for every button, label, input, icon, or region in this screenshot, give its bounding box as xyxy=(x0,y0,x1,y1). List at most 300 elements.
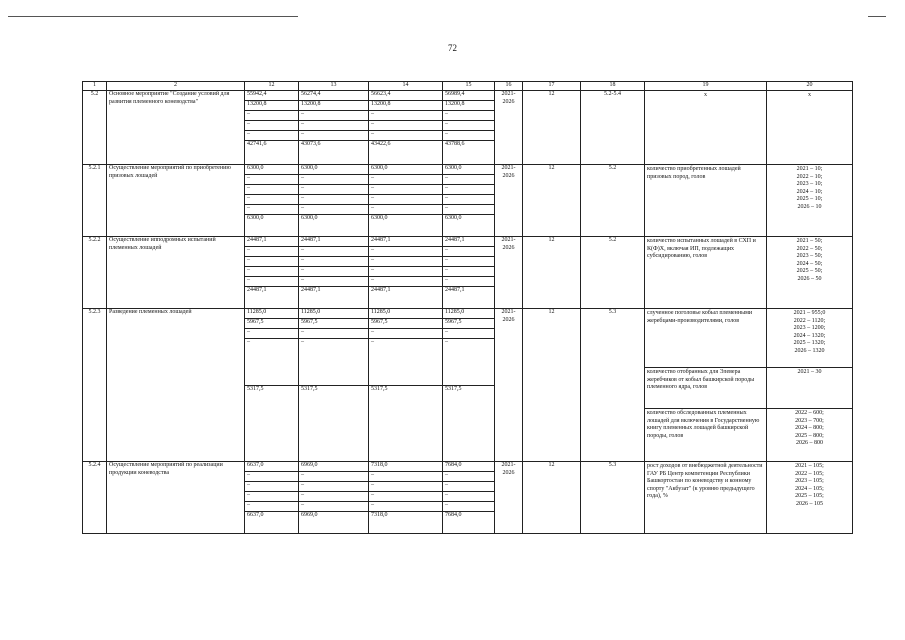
funding-line xyxy=(299,91,368,101)
funding-value: 24487,1 xyxy=(301,287,321,293)
funding-cell xyxy=(245,309,299,462)
funding-cell xyxy=(299,237,369,309)
target-values: 2021 – 10; 2022 – 10; 2023 – 10; 2024 – 10; 2025 – 10; 2026 – 10 xyxy=(796,166,823,210)
header-cell: 17 xyxy=(523,82,581,91)
row-number-cell: 5.2.2 xyxy=(83,237,107,309)
funding-line xyxy=(299,267,368,277)
target-values-cell xyxy=(767,237,853,309)
funding-value: – xyxy=(369,185,442,195)
funding-value: – xyxy=(443,205,494,215)
header-cell: 2 xyxy=(107,82,245,91)
funding-value: 6300,0 xyxy=(299,165,368,175)
funding-line xyxy=(443,101,494,111)
funding-line xyxy=(369,319,442,329)
funding-line xyxy=(443,257,494,267)
indicator-cell xyxy=(645,91,767,165)
funding-line xyxy=(299,121,368,131)
funding-value: 5967,5 xyxy=(443,319,494,329)
column-18-cell: 5.3 xyxy=(581,309,645,462)
funding-line xyxy=(245,482,298,492)
funding-line xyxy=(245,205,298,215)
funding-cell xyxy=(369,462,443,534)
indicator-text: количество испытанных лошадей в СХП и К(Ф)Х, включая ИП, подлежащих субсидированию, голов xyxy=(647,238,756,259)
funding-value: 6300,0 xyxy=(445,215,462,221)
funding-line xyxy=(443,329,494,339)
funding-value: 5317,5 xyxy=(371,386,388,392)
funding-value: – xyxy=(369,195,442,205)
funding-list xyxy=(299,309,368,395)
funding-line xyxy=(369,195,442,205)
funding-value: – xyxy=(443,111,494,121)
period-cell: 2021-2026 xyxy=(495,165,523,237)
funding-value: 43073,6 xyxy=(301,141,321,147)
funding-line xyxy=(299,237,368,247)
funding-line xyxy=(443,121,494,131)
funding-line xyxy=(299,319,368,329)
funding-value: 13200,8 xyxy=(369,101,442,111)
target-values: 2021 – 955;0 2022 – 1120; 2023 – 1200; 2024 – 1320; 2025 – 1320; 2026 – 1320 xyxy=(793,310,826,354)
funding-value: 13200,8 xyxy=(443,101,494,111)
funding-line xyxy=(299,257,368,267)
funding-value: 56274,4 xyxy=(299,91,368,101)
funding-value: 7684,0 xyxy=(443,462,494,472)
funding-value: – xyxy=(443,472,494,482)
funding-line xyxy=(245,111,298,121)
row-number-cell: 5.2.1 xyxy=(83,165,107,237)
funding-line xyxy=(299,482,368,492)
funding-line xyxy=(245,195,298,205)
funding-line xyxy=(369,215,442,225)
funding-line xyxy=(369,101,442,111)
indicator-text: количество обследованных племенных лошадей для включения в Государственную книгу племенных лошадей башкирской породы, голов xyxy=(645,408,766,461)
indicator-cell xyxy=(645,462,767,534)
funding-line xyxy=(245,215,298,225)
funding-value: – xyxy=(245,121,298,131)
header-cell: 12 xyxy=(245,82,299,91)
indicator-text: х xyxy=(704,92,707,98)
target-values-cell xyxy=(767,309,853,462)
funding-line xyxy=(369,472,442,482)
row-name-cell: Осуществление мероприятий по реализации продукции коневодства xyxy=(107,462,245,534)
funding-value: – xyxy=(299,502,368,512)
funding-value: – xyxy=(369,492,442,502)
funding-list xyxy=(245,309,298,395)
funding-line xyxy=(369,91,442,101)
funding-cell xyxy=(369,91,443,165)
funding-line xyxy=(443,195,494,205)
funding-value: 6300,0 xyxy=(443,165,494,175)
funding-value: 6300,0 xyxy=(245,165,298,175)
funding-line xyxy=(443,512,494,522)
funding-value: – xyxy=(369,121,442,131)
funding-value: – xyxy=(443,267,494,277)
funding-value: – xyxy=(299,205,368,215)
funding-value: – xyxy=(245,205,298,215)
funding-line xyxy=(299,472,368,482)
funding-line xyxy=(299,195,368,205)
row-number-cell: 5.2.4 xyxy=(83,462,107,534)
funding-line xyxy=(245,121,298,131)
column-17-cell: 12 xyxy=(523,309,581,462)
target-values: 2021 – 30 xyxy=(767,367,852,408)
funding-line xyxy=(245,277,298,287)
funding-list xyxy=(299,165,368,224)
funding-value: 24487,1 xyxy=(245,237,298,247)
funding-value: – xyxy=(245,257,298,267)
funding-value: – xyxy=(299,185,368,195)
funding-value: – xyxy=(443,131,494,141)
funding-value: 24487,1 xyxy=(371,287,391,293)
column-18-cell: 5.2-5.4 xyxy=(581,91,645,165)
funding-value: 7318,0 xyxy=(369,462,442,472)
funding-value: – xyxy=(245,267,298,277)
funding-value: – xyxy=(369,131,442,141)
funding-line xyxy=(299,131,368,141)
funding-line xyxy=(245,287,298,297)
funding-line xyxy=(245,237,298,247)
funding-line xyxy=(299,309,368,319)
header-cell: 20 xyxy=(767,82,853,91)
table-body xyxy=(83,91,853,534)
period-cell: 2021-2026 xyxy=(495,91,523,165)
funding-list xyxy=(443,237,494,296)
funding-value: 6969,0 xyxy=(301,512,318,518)
funding-value: 6300,0 xyxy=(301,215,318,221)
funding-value: 11285,0 xyxy=(245,309,298,319)
header-rule-right xyxy=(868,16,886,17)
funding-value: – xyxy=(369,472,442,482)
funding-line xyxy=(443,111,494,121)
funding-value: – xyxy=(299,195,368,205)
funding-line xyxy=(369,339,442,386)
funding-value: – xyxy=(245,502,298,512)
period-cell: 2021-2026 xyxy=(495,309,523,462)
table-row xyxy=(83,462,853,534)
row-name-cell: Разведение племенных лошадей xyxy=(107,309,245,462)
funding-cell xyxy=(299,309,369,462)
funding-value: 24487,1 xyxy=(299,237,368,247)
funding-list xyxy=(443,165,494,224)
funding-line xyxy=(369,512,442,522)
funding-list xyxy=(369,462,442,521)
funding-value: – xyxy=(299,482,368,492)
funding-line xyxy=(443,131,494,141)
funding-cell xyxy=(245,237,299,309)
indicator-text: количество приобретенных лошадей призовых пород, голов xyxy=(647,166,741,180)
funding-value: – xyxy=(369,247,442,257)
funding-value: – xyxy=(443,482,494,492)
funding-value: – xyxy=(245,492,298,502)
funding-line xyxy=(443,91,494,101)
funding-list xyxy=(299,91,368,150)
funding-value: 24487,1 xyxy=(443,237,494,247)
funding-value: – xyxy=(369,277,442,287)
header-cell: 18 xyxy=(581,82,645,91)
funding-line xyxy=(245,185,298,195)
funding-line xyxy=(299,175,368,185)
funding-value: 13200,8 xyxy=(299,101,368,111)
funding-line xyxy=(245,165,298,175)
funding-value: – xyxy=(443,175,494,185)
funding-line xyxy=(443,185,494,195)
funding-value: 42741,6 xyxy=(247,141,267,147)
row-name-cell: Основное мероприятие "Создание условий для развития племенного коневодства" xyxy=(107,91,245,165)
target-values: 2021 – 50; 2022 – 50; 2023 – 50; 2024 – 50; 2025 – 50; 2026 – 50 xyxy=(796,238,823,282)
funding-value: – xyxy=(245,175,298,185)
funding-line xyxy=(443,319,494,329)
funding-line xyxy=(369,141,442,151)
funding-line xyxy=(299,205,368,215)
funding-cell xyxy=(369,309,443,462)
funding-value: 7318,0 xyxy=(371,512,388,518)
funding-cell xyxy=(245,165,299,237)
target-values-cell xyxy=(767,462,853,534)
period-cell: 2021-2026 xyxy=(495,462,523,534)
funding-line xyxy=(369,277,442,287)
table-row xyxy=(83,237,853,309)
indicator-text: рост доходов от внебюджетной деятельности ГАУ РБ Центр компетенции Республики Башкортостан по коневодству и конному спорту "Акбузат" (к уровню предыдущего года), % xyxy=(647,463,763,499)
funding-value: – xyxy=(299,492,368,502)
funding-line xyxy=(443,472,494,482)
funding-value: – xyxy=(443,329,494,339)
page-number: 72 xyxy=(448,43,457,53)
funding-value: – xyxy=(443,257,494,267)
funding-line xyxy=(443,482,494,492)
funding-line xyxy=(369,482,442,492)
row-number-cell: 5.2.3 xyxy=(83,309,107,462)
row-name-cell: Осуществление ипподромных испытаний племенных лошадей xyxy=(107,237,245,309)
funding-line xyxy=(443,492,494,502)
funding-line xyxy=(245,175,298,185)
funding-value: – xyxy=(369,205,442,215)
funding-value: – xyxy=(299,339,368,386)
funding-value: – xyxy=(369,482,442,492)
funding-line xyxy=(443,287,494,297)
funding-line xyxy=(245,502,298,512)
funding-value: 24487,1 xyxy=(369,237,442,247)
funding-cell xyxy=(369,237,443,309)
funding-value: 11285,0 xyxy=(443,309,494,319)
funding-value: – xyxy=(369,267,442,277)
funding-value: – xyxy=(245,247,298,257)
funding-line xyxy=(443,205,494,215)
funding-value: – xyxy=(443,185,494,195)
funding-line xyxy=(443,277,494,287)
indicator-text: количество отобранных для Элевера жеребчиков от кобыл башкирской породы племенного ядра, голов xyxy=(645,367,766,408)
funding-cell xyxy=(299,462,369,534)
funding-line xyxy=(245,267,298,277)
funding-value: 5967,5 xyxy=(245,319,298,329)
funding-line xyxy=(245,141,298,151)
funding-line xyxy=(245,472,298,482)
funding-value: – xyxy=(245,111,298,121)
funding-line xyxy=(443,237,494,247)
funding-line xyxy=(443,339,494,386)
funding-line xyxy=(369,257,442,267)
funding-value: 6300,0 xyxy=(369,165,442,175)
funding-line xyxy=(369,462,442,472)
funding-line xyxy=(299,185,368,195)
header-rule xyxy=(8,16,298,17)
header-cell: 19 xyxy=(645,82,767,91)
target-values-cell xyxy=(767,165,853,237)
funding-line xyxy=(443,175,494,185)
funding-line xyxy=(245,339,298,386)
funding-list xyxy=(245,237,298,296)
funding-value: 6969,0 xyxy=(299,462,368,472)
funding-list xyxy=(245,462,298,521)
funding-value: 24487,1 xyxy=(247,287,267,293)
indicator-cell xyxy=(645,309,767,462)
funding-value: – xyxy=(299,121,368,131)
funding-cell xyxy=(443,91,495,165)
funding-value: 6300,0 xyxy=(371,215,388,221)
funding-line xyxy=(245,309,298,319)
column-18-cell: 5.3 xyxy=(581,462,645,534)
funding-line xyxy=(369,386,442,396)
funding-value: 13200,8 xyxy=(245,101,298,111)
funding-line xyxy=(245,91,298,101)
funding-line xyxy=(443,165,494,175)
funding-cell xyxy=(443,462,495,534)
funding-value: – xyxy=(245,277,298,287)
funding-value: – xyxy=(299,329,368,339)
funding-line xyxy=(245,492,298,502)
funding-list xyxy=(369,237,442,296)
funding-value: – xyxy=(245,185,298,195)
funding-list xyxy=(443,309,494,395)
funding-value: – xyxy=(369,502,442,512)
funding-value: 56989,4 xyxy=(443,91,494,101)
funding-value: – xyxy=(369,329,442,339)
funding-value: 7684,0 xyxy=(445,512,462,518)
funding-value: – xyxy=(245,482,298,492)
funding-line xyxy=(299,101,368,111)
funding-value: – xyxy=(443,121,494,131)
funding-cell xyxy=(443,165,495,237)
funding-line xyxy=(299,277,368,287)
indicator-cell xyxy=(645,237,767,309)
funding-value: – xyxy=(299,175,368,185)
funding-list xyxy=(299,237,368,296)
funding-line xyxy=(443,215,494,225)
funding-line xyxy=(369,175,442,185)
column-17-cell: 12 xyxy=(523,462,581,534)
funding-cell xyxy=(369,165,443,237)
funding-line xyxy=(299,165,368,175)
funding-line xyxy=(299,512,368,522)
funding-line xyxy=(369,502,442,512)
funding-line xyxy=(245,247,298,257)
funding-value: – xyxy=(299,247,368,257)
funding-line xyxy=(369,492,442,502)
funding-value: – xyxy=(369,111,442,121)
funding-line xyxy=(443,267,494,277)
funding-list xyxy=(443,462,494,521)
funding-line xyxy=(299,462,368,472)
funding-value: – xyxy=(443,277,494,287)
funding-line xyxy=(245,462,298,472)
target-values-cell xyxy=(767,91,853,165)
funding-line xyxy=(299,329,368,339)
target-values: х xyxy=(808,92,811,98)
funding-value: – xyxy=(369,175,442,185)
funding-value: – xyxy=(245,329,298,339)
funding-value: – xyxy=(299,111,368,121)
header-cell: 15 xyxy=(443,82,495,91)
funding-value: 11285,0 xyxy=(299,309,368,319)
funding-value: – xyxy=(299,267,368,277)
funding-value: 5317,5 xyxy=(445,386,462,392)
funding-line xyxy=(299,492,368,502)
funding-line xyxy=(299,339,368,386)
column-18-cell: 5.2 xyxy=(581,165,645,237)
funding-value: – xyxy=(299,472,368,482)
column-18-cell: 5.2 xyxy=(581,237,645,309)
indicator-text: слученное поголовье кобыл племенными жеребцами-производителями, голов xyxy=(647,310,753,324)
table-row xyxy=(83,165,853,237)
target-values: 2021 – 105; 2022 – 105; 2023 – 105; 2024 – 105; 2025 – 105; 2026 – 105 xyxy=(795,463,824,507)
header-cell: 1 xyxy=(83,82,107,91)
funding-value: – xyxy=(299,131,368,141)
funding-line xyxy=(299,111,368,121)
funding-value: 6637,0 xyxy=(247,512,264,518)
funding-cell xyxy=(245,91,299,165)
funding-line xyxy=(369,309,442,319)
funding-list xyxy=(245,91,298,150)
funding-list xyxy=(245,165,298,224)
funding-value: – xyxy=(245,195,298,205)
target-values: 2022 – 600; 2023 – 700; 2024 – 800; 2025 – 800; 2026 – 800 xyxy=(767,408,852,461)
funding-value: – xyxy=(443,247,494,257)
funding-line xyxy=(299,247,368,257)
funding-line xyxy=(245,131,298,141)
funding-line xyxy=(369,185,442,195)
funding-line xyxy=(443,141,494,151)
funding-line xyxy=(369,237,442,247)
funding-value: 43422,6 xyxy=(371,141,391,147)
funding-line xyxy=(245,386,298,396)
funding-value: – xyxy=(443,195,494,205)
funding-value: 56623,4 xyxy=(369,91,442,101)
column-17-cell: 12 xyxy=(523,237,581,309)
funding-line xyxy=(369,267,442,277)
funding-list xyxy=(299,462,368,521)
funding-value: 11285,0 xyxy=(369,309,442,319)
funding-line xyxy=(443,309,494,319)
funding-cell xyxy=(443,237,495,309)
funding-list xyxy=(369,91,442,150)
funding-line xyxy=(369,131,442,141)
column-17-cell: 12 xyxy=(523,165,581,237)
funding-line xyxy=(299,215,368,225)
funding-value: 5317,5 xyxy=(301,386,318,392)
period-cell: 2021-2026 xyxy=(495,237,523,309)
column-17-cell: 12 xyxy=(523,91,581,165)
funding-value: – xyxy=(245,339,298,386)
funding-line xyxy=(369,121,442,131)
program-table xyxy=(82,81,853,534)
funding-line xyxy=(245,257,298,267)
funding-value: – xyxy=(369,339,442,386)
funding-value: – xyxy=(443,502,494,512)
funding-list xyxy=(369,309,442,395)
funding-value: 5317,5 xyxy=(247,386,264,392)
header-row xyxy=(83,82,853,91)
funding-value: 24487,1 xyxy=(445,287,465,293)
funding-cell xyxy=(299,165,369,237)
funding-line xyxy=(443,386,494,396)
